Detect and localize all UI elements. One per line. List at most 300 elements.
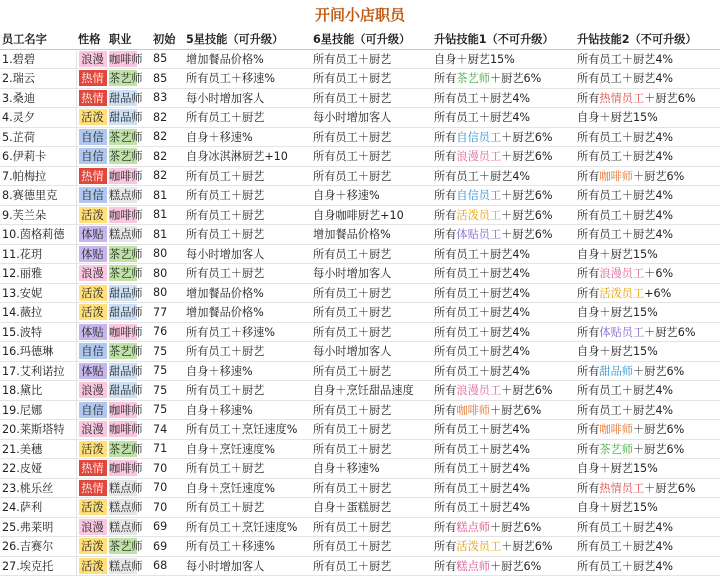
- skill-6star: 自身＋烹饪甜品速度: [311, 381, 432, 401]
- personality-tag-cell: [76, 322, 107, 342]
- table-row: [0, 439, 720, 459]
- skill-diamond-2: [575, 108, 720, 128]
- table-row: [0, 400, 720, 420]
- profession-tag: 咖啡师: [109, 169, 143, 183]
- skill-text-pre: 所有: [434, 150, 457, 164]
- skill-6star: 所有员工＋厨艺: [311, 400, 432, 420]
- personality-tag-cell: [76, 49, 107, 69]
- skill-text-pre: 所有员工＋厨艺4%: [434, 423, 531, 437]
- table-row: [0, 127, 720, 147]
- skill-text-pre: 所有员工＋厨艺4%: [577, 52, 674, 66]
- personality-tag: 自信: [79, 187, 107, 203]
- initial-value: 76: [151, 322, 184, 342]
- profession-tag: 糕点师: [109, 189, 143, 203]
- skill-text-pre: 所有员工＋厨艺4%: [577, 559, 674, 573]
- table-header-row: [0, 30, 720, 49]
- skill-text-pre: 所有: [577, 442, 600, 456]
- skill-text-pre: 所有员工＋厨艺4%: [434, 364, 531, 378]
- skill-diamond-1: [432, 225, 575, 245]
- table-row: [0, 498, 720, 518]
- profession-tag-cell: [107, 186, 151, 206]
- skill-text-pre: 自身＋厨艺15%: [577, 247, 658, 261]
- skill-highlight: 热情员工: [599, 91, 645, 105]
- skill-text-post: +6%: [644, 286, 672, 300]
- skill-highlight: 活泼员工: [456, 208, 502, 222]
- skill-6star: 每小时增加客人: [311, 342, 432, 362]
- profession-tag: 甜品师: [109, 286, 143, 300]
- skill-text-pre: 自身＋厨艺15%: [577, 306, 658, 320]
- staff-name: 22.皮娅: [0, 459, 76, 479]
- skill-diamond-2: [575, 186, 720, 206]
- initial-value: 68: [151, 556, 184, 576]
- profession-tag: 甜品师: [109, 384, 143, 398]
- skill-diamond-1: [432, 205, 575, 225]
- table-row: [0, 49, 720, 69]
- skill-highlight: 活泼员工: [599, 286, 645, 300]
- skill-5star: 所有员工＋厨艺: [184, 186, 311, 206]
- profession-tag-cell: [107, 439, 151, 459]
- skill-6star: 所有员工＋厨艺: [311, 322, 432, 342]
- personality-tag: 热情: [79, 90, 107, 106]
- table-row: [0, 283, 720, 303]
- skill-highlight: 咖啡师: [599, 169, 633, 183]
- skill-text-pre: 所有员工＋厨艺4%: [434, 481, 531, 495]
- skill-text-post: ＋厨艺6%: [489, 72, 542, 86]
- skill-diamond-2: [575, 361, 720, 381]
- skill-5star: 所有员工＋厨艺: [184, 264, 311, 284]
- personality-tag: 活泼: [79, 304, 107, 320]
- profession-tag: 茶艺师: [109, 72, 143, 86]
- skill-diamond-2: [575, 225, 720, 245]
- personality-tag: 热情: [79, 480, 107, 496]
- personality-tag: 自信: [79, 129, 107, 145]
- skill-text-pre: 所有员工＋厨艺4%: [434, 325, 531, 339]
- skill-5star: 自身＋烹饪速度%: [184, 439, 311, 459]
- skill-6star: 每小时增加客人: [311, 108, 432, 128]
- skill-text-pre: 所有: [577, 364, 600, 378]
- skill-text-post: ＋厨艺6%: [489, 403, 542, 417]
- personality-tag-cell: [76, 303, 107, 323]
- skill-diamond-2: [575, 439, 720, 459]
- skill-text-pre: 所有员工＋厨艺4%: [434, 91, 531, 105]
- staff-name: 13.安妮: [0, 283, 76, 303]
- skill-6star: 所有员工＋厨艺: [311, 69, 432, 89]
- initial-value: 85: [151, 49, 184, 69]
- staff-name: 18.黛比: [0, 381, 76, 401]
- skill-text-post: ＋厨艺6%: [632, 364, 685, 378]
- skill-diamond-1: [432, 303, 575, 323]
- personality-tag: 体贴: [79, 363, 107, 379]
- table-row: [0, 303, 720, 323]
- header-personality: 性格: [76, 30, 107, 49]
- table-row: [0, 205, 720, 225]
- skill-6star: 所有员工＋厨艺: [311, 420, 432, 440]
- profession-tag-cell: [107, 264, 151, 284]
- skill-diamond-2: [575, 88, 720, 108]
- skill-text-post: ＋厨艺6%: [644, 91, 696, 105]
- staff-name: 7.帕梅拉: [0, 166, 76, 186]
- profession-tag-cell: [107, 420, 151, 440]
- profession-tag: 甜品师: [109, 111, 143, 125]
- skill-6star: 所有员工＋厨艺: [311, 537, 432, 557]
- skill-text-pre: 所有: [577, 169, 600, 183]
- skill-5star: 每小时增加客人: [184, 88, 311, 108]
- personality-tag: 活泼: [79, 109, 107, 125]
- staff-name: 25.弗莱明: [0, 517, 76, 537]
- skill-5star: 每小时增加客人: [184, 244, 311, 264]
- staff-name: 15.波特: [0, 322, 76, 342]
- skill-diamond-1: [432, 127, 575, 147]
- skill-text-pre: 所有: [434, 540, 457, 554]
- skill-text-pre: 所有员工＋厨艺4%: [577, 540, 674, 554]
- skill-text-pre: 所有: [577, 91, 600, 105]
- personality-tag: 热情: [79, 70, 107, 86]
- skill-5star: 自身冰淇淋厨艺+10: [184, 147, 311, 167]
- skill-text-pre: 所有员工＋厨艺4%: [434, 111, 531, 125]
- skill-text-post: ＋厨艺6%: [489, 559, 542, 573]
- skill-5star: 所有员工＋厨艺: [184, 225, 311, 245]
- profession-tag: 甜品师: [109, 306, 143, 320]
- skill-6star: 所有员工＋厨艺: [311, 478, 432, 498]
- initial-value: 81: [151, 205, 184, 225]
- skill-text-pre: 所有: [434, 403, 457, 417]
- profession-tag: 茶艺师: [109, 345, 143, 359]
- skill-diamond-2: [575, 322, 720, 342]
- profession-tag-cell: [107, 498, 151, 518]
- staff-table: [0, 30, 720, 576]
- skill-5star: 增加餐品价格%: [184, 49, 311, 69]
- skill-diamond-1: [432, 342, 575, 362]
- skill-text-post: ＋厨艺6%: [501, 384, 553, 398]
- personality-tag: 热情: [79, 168, 107, 184]
- skill-6star: 每小时增加客人: [311, 264, 432, 284]
- staff-name: 5.芷荷: [0, 127, 76, 147]
- initial-value: 85: [151, 69, 184, 89]
- header-name: 员工名字: [0, 30, 76, 49]
- skill-text-post: ＋厨艺6%: [632, 442, 685, 456]
- personality-tag-cell: [76, 556, 107, 576]
- profession-tag: 咖啡师: [109, 423, 143, 437]
- skill-text-pre: 所有: [577, 267, 600, 281]
- table-row: [0, 108, 720, 128]
- personality-tag: 自信: [79, 343, 107, 359]
- initial-value: 83: [151, 88, 184, 108]
- skill-highlight: 咖啡师: [599, 423, 633, 437]
- personality-tag-cell: [76, 342, 107, 362]
- table-row: [0, 244, 720, 264]
- initial-value: 82: [151, 108, 184, 128]
- initial-value: 75: [151, 381, 184, 401]
- staff-name: 20.莱斯塔特: [0, 420, 76, 440]
- personality-tag-cell: [76, 166, 107, 186]
- skill-highlight: 茶艺师: [456, 72, 490, 86]
- skill-diamond-2: [575, 303, 720, 323]
- skill-text-pre: 所有员工＋厨艺4%: [434, 247, 531, 261]
- skill-6star: 所有员工＋厨艺: [311, 517, 432, 537]
- staff-name: 1.碧碧: [0, 49, 76, 69]
- staff-name: 24.萨利: [0, 498, 76, 518]
- skill-text-pre: 所有员工＋厨艺4%: [434, 169, 531, 183]
- skill-diamond-2: [575, 166, 720, 186]
- table-row: [0, 537, 720, 557]
- profession-tag: 咖啡师: [109, 403, 143, 417]
- skill-text-pre: 所有: [577, 481, 600, 495]
- skill-text-pre: 所有: [577, 423, 600, 437]
- skill-text-pre: 所有: [434, 520, 457, 534]
- skill-text-post: ＋厨艺6%: [501, 189, 553, 203]
- skill-text-post: ＋厨艺6%: [644, 325, 696, 339]
- personality-tag: 活泼: [79, 538, 107, 554]
- table-row: [0, 225, 720, 245]
- header-skill6: 6星技能（可升级）: [311, 30, 432, 49]
- personality-tag-cell: [76, 361, 107, 381]
- initial-value: 74: [151, 420, 184, 440]
- skill-text-pre: 所有员工＋厨艺4%: [434, 462, 531, 476]
- skill-5star: 自身＋移速%: [184, 127, 311, 147]
- table-row: [0, 88, 720, 108]
- skill-diamond-2: [575, 69, 720, 89]
- skill-diamond-1: [432, 264, 575, 284]
- personality-tag-cell: [76, 88, 107, 108]
- skill-5star: 所有员工＋厨艺: [184, 342, 311, 362]
- initial-value: 77: [151, 303, 184, 323]
- skill-diamond-2: [575, 205, 720, 225]
- profession-tag-cell: [107, 108, 151, 128]
- skill-text-post: ＋厨艺6%: [501, 130, 553, 144]
- personality-tag-cell: [76, 225, 107, 245]
- skill-5star: 增加餐品价格%: [184, 283, 311, 303]
- profession-tag: 茶艺师: [109, 247, 143, 261]
- skill-diamond-2: [575, 244, 720, 264]
- profession-tag: 茶艺师: [109, 442, 143, 456]
- skill-diamond-2: [575, 478, 720, 498]
- profession-tag-cell: [107, 478, 151, 498]
- skill-diamond-2: [575, 283, 720, 303]
- skill-diamond-1: [432, 439, 575, 459]
- initial-value: 69: [151, 537, 184, 557]
- profession-tag-cell: [107, 244, 151, 264]
- initial-value: 70: [151, 498, 184, 518]
- personality-tag: 活泼: [79, 441, 107, 457]
- staff-name: 12.丽雅: [0, 264, 76, 284]
- header-diamond1: 升钻技能1（不可升级）: [432, 30, 575, 49]
- table-row: [0, 342, 720, 362]
- initial-value: 70: [151, 459, 184, 479]
- skill-text-pre: 所有员工＋厨艺4%: [434, 345, 531, 359]
- skill-5star: 所有员工＋厨艺: [184, 459, 311, 479]
- skill-diamond-1: [432, 108, 575, 128]
- skill-diamond-1: [432, 69, 575, 89]
- skill-6star: 自身＋蛋糕厨艺: [311, 498, 432, 518]
- staff-name: 17.艾利诺拉: [0, 361, 76, 381]
- skill-text-pre: 自身＋厨艺15%: [434, 52, 515, 66]
- skill-diamond-2: [575, 420, 720, 440]
- skill-highlight: 自信员工: [456, 189, 502, 203]
- personality-tag: 浪漫: [79, 51, 107, 67]
- skill-6star: 自身＋移速%: [311, 186, 432, 206]
- table-row: [0, 361, 720, 381]
- staff-name: 19.尼娜: [0, 400, 76, 420]
- profession-tag: 茶艺师: [109, 130, 143, 144]
- skill-5star: 所有员工＋厨艺: [184, 166, 311, 186]
- skill-diamond-2: [575, 498, 720, 518]
- initial-value: 80: [151, 283, 184, 303]
- skill-diamond-1: [432, 244, 575, 264]
- skill-6star: 所有员工＋厨艺: [311, 361, 432, 381]
- skill-5star: 增加餐品价格%: [184, 303, 311, 323]
- skill-5star: 所有员工＋烹饪速度%: [184, 420, 311, 440]
- skill-text-pre: 所有: [434, 72, 457, 86]
- profession-tag: 茶艺师: [109, 267, 143, 281]
- personality-tag-cell: [76, 186, 107, 206]
- skill-diamond-1: [432, 459, 575, 479]
- profession-tag-cell: [107, 225, 151, 245]
- skill-5star: 自身＋移速%: [184, 361, 311, 381]
- skill-6star: 所有员工＋厨艺: [311, 88, 432, 108]
- personality-tag: 浪漫: [79, 421, 107, 437]
- profession-tag-cell: [107, 537, 151, 557]
- skill-text-pre: 所有员工＋厨艺4%: [577, 189, 674, 203]
- staff-name: 16.玛德琳: [0, 342, 76, 362]
- skill-highlight: 咖啡师: [456, 403, 490, 417]
- skill-highlight: 热情员工: [599, 481, 645, 495]
- skill-text-post: ＋厨艺6%: [632, 423, 685, 437]
- personality-tag-cell: [76, 420, 107, 440]
- staff-name: 26.吉赛尔: [0, 537, 76, 557]
- table-row: [0, 420, 720, 440]
- profession-tag: 甜品师: [109, 364, 143, 378]
- personality-tag-cell: [76, 400, 107, 420]
- skill-5star: 所有员工＋厨艺: [184, 205, 311, 225]
- profession-tag-cell: [107, 303, 151, 323]
- skill-text-pre: 所有员工＋厨艺4%: [577, 403, 674, 417]
- skill-highlight: 体贴员工: [456, 228, 502, 242]
- header-diamond2: 升钻技能2（不可升级）: [575, 30, 720, 49]
- skill-diamond-1: [432, 400, 575, 420]
- skill-6star: 所有员工＋厨艺: [311, 283, 432, 303]
- skill-text-post: ＋厨艺6%: [501, 228, 553, 242]
- skill-text-pre: 所有员工＋厨艺4%: [577, 384, 674, 398]
- skill-diamond-1: [432, 420, 575, 440]
- staff-name: 27.埃克托: [0, 556, 76, 576]
- personality-tag-cell: [76, 69, 107, 89]
- skill-6star: 所有员工＋厨艺: [311, 166, 432, 186]
- skill-diamond-2: [575, 264, 720, 284]
- profession-tag-cell: [107, 147, 151, 167]
- skill-text-pre: 所有员工＋厨艺4%: [434, 501, 531, 515]
- initial-value: 80: [151, 244, 184, 264]
- skill-diamond-2: [575, 147, 720, 167]
- initial-value: 75: [151, 361, 184, 381]
- skill-diamond-1: [432, 556, 575, 576]
- personality-tag-cell: [76, 283, 107, 303]
- skill-text-pre: 所有: [434, 208, 457, 222]
- skill-diamond-1: [432, 49, 575, 69]
- skill-diamond-2: [575, 556, 720, 576]
- skill-text-pre: 自身＋厨艺15%: [577, 462, 658, 476]
- staff-name: 21.美穗: [0, 439, 76, 459]
- skill-text-pre: 所有员工＋厨艺4%: [577, 72, 674, 86]
- profession-tag: 糕点师: [109, 501, 143, 515]
- skill-diamond-1: [432, 166, 575, 186]
- table-row: [0, 166, 720, 186]
- skill-diamond-2: [575, 459, 720, 479]
- personality-tag: 活泼: [79, 499, 107, 515]
- skill-text-pre: 所有员工＋厨艺4%: [577, 228, 674, 242]
- profession-tag-cell: [107, 49, 151, 69]
- table-row: [0, 556, 720, 576]
- personality-tag: 活泼: [79, 285, 107, 301]
- staff-name: 9.芙兰朵: [0, 205, 76, 225]
- personality-tag: 浪漫: [79, 265, 107, 281]
- skill-highlight: 糕点师: [456, 520, 490, 534]
- skill-text-post: ＋厨艺6%: [644, 481, 696, 495]
- profession-tag: 茶艺师: [109, 540, 143, 554]
- personality-tag-cell: [76, 459, 107, 479]
- staff-name: 8.赛德里克: [0, 186, 76, 206]
- personality-tag-cell: [76, 498, 107, 518]
- initial-value: 81: [151, 186, 184, 206]
- personality-tag-cell: [76, 381, 107, 401]
- initial-value: 71: [151, 439, 184, 459]
- personality-tag: 热情: [79, 460, 107, 476]
- initial-value: 82: [151, 147, 184, 167]
- table-row: [0, 69, 720, 89]
- profession-tag-cell: [107, 283, 151, 303]
- header-initial: 初始: [151, 30, 184, 49]
- skill-text-pre: 所有: [577, 286, 600, 300]
- table-row: [0, 478, 720, 498]
- profession-tag-cell: [107, 361, 151, 381]
- staff-name: 6.伊莉卡: [0, 147, 76, 167]
- page-title: 开间小店职员: [314, 6, 405, 24]
- skill-text-pre: 所有: [434, 384, 457, 398]
- table-row: [0, 264, 720, 284]
- skill-5star: 所有员工＋烹饪速度%: [184, 517, 311, 537]
- skill-text-pre: 所有: [577, 325, 600, 339]
- personality-tag-cell: [76, 264, 107, 284]
- skill-6star: 所有员工＋厨艺: [311, 439, 432, 459]
- table-row: [0, 322, 720, 342]
- skill-6star: 所有员工＋厨艺: [311, 49, 432, 69]
- profession-tag: 咖啡师: [109, 462, 143, 476]
- skill-text-pre: 所有员工＋厨艺4%: [434, 306, 531, 320]
- skill-5star: 所有员工＋厨艺: [184, 108, 311, 128]
- profession-tag-cell: [107, 88, 151, 108]
- skill-text-pre: 所有员工＋厨艺4%: [577, 150, 674, 164]
- header-profession: 职业: [107, 30, 151, 49]
- skill-text-pre: 所有员工＋厨艺4%: [434, 442, 531, 456]
- skill-5star: 自身＋移速%: [184, 400, 311, 420]
- skill-text-pre: 所有: [434, 189, 457, 203]
- skill-text-pre: 所有员工＋厨艺4%: [577, 520, 674, 534]
- skill-highlight: 活泼员工: [456, 540, 502, 554]
- skill-diamond-1: [432, 478, 575, 498]
- initial-value: 81: [151, 225, 184, 245]
- personality-tag: 自信: [79, 148, 107, 164]
- profession-tag: 咖啡师: [109, 52, 143, 66]
- skill-text-pre: 自身＋厨艺15%: [577, 501, 658, 515]
- skill-text-pre: 所有员工＋厨艺4%: [577, 130, 674, 144]
- skill-text-pre: 所有: [434, 228, 457, 242]
- profession-tag-cell: [107, 342, 151, 362]
- skill-diamond-1: [432, 186, 575, 206]
- skill-highlight: 浪漫员工: [599, 267, 645, 281]
- profession-tag-cell: [107, 205, 151, 225]
- personality-tag-cell: [76, 127, 107, 147]
- table-row: [0, 459, 720, 479]
- personality-tag: 活泼: [79, 207, 107, 223]
